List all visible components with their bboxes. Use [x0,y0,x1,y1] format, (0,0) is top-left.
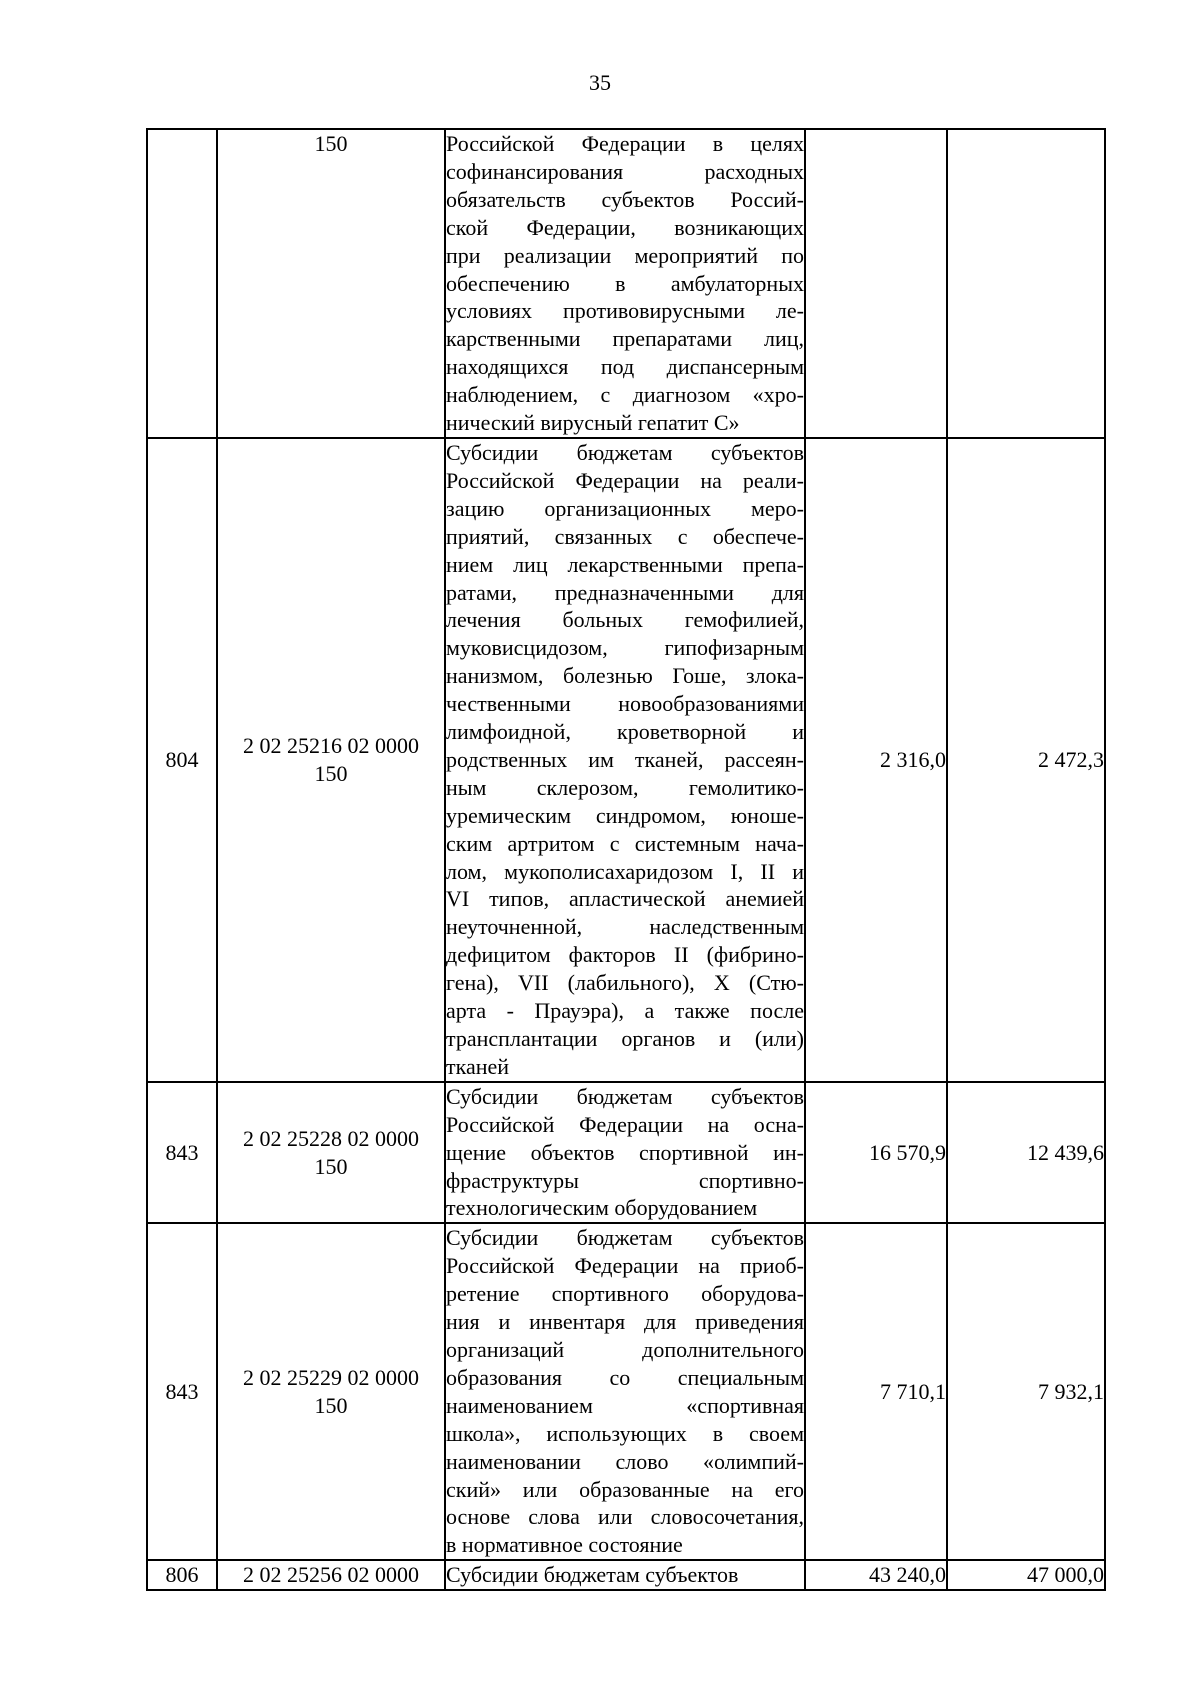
description-line: обеспечению в амбулаторных [446,270,804,296]
page-number: 35 [589,70,611,95]
description-line: приятий, связанных с обеспече- [446,523,804,549]
description-line: ратами, предназначенными для [446,579,804,605]
description-line: ретение спортивного оборудова- [446,1281,804,1307]
code-line: 150 [314,760,348,786]
description-line: нанизмом, болезнью Гоше, злока- [446,663,804,689]
description-line: Российской Федерации на приоб- [446,1253,804,1279]
description-line: ским артритом с системным нача- [446,830,804,856]
description-line: Субсидии бюджетам субъектов [446,439,804,465]
description-line: ский» или образованные на его [446,1476,804,1502]
admin-code-cell: 804 [147,438,217,1082]
description-line: Российской Федерации в целях [446,131,804,156]
budget-classification-code-cell [217,1082,445,1224]
description-line: образования со специальным [446,1364,804,1390]
description-line: VI типов, апластической анемией [446,886,804,912]
description-line: ской Федерации, возникающих [446,214,804,240]
code-line: 150 [314,1392,348,1418]
table-row [147,1560,1105,1590]
description-line: чественными новообразованиями [446,691,804,717]
description-line: в нормативное состояние [446,1532,683,1558]
description-line: Российской Федерации на осна- [446,1111,804,1137]
table-row [147,1223,1105,1560]
description-line: лом, мукополисахаридозом I, II и [446,858,804,884]
code-line: 2 02 25229 02 0000 [243,1364,419,1390]
description-line: дефицитом факторов II (фибрино- [446,942,804,968]
admin-code-cell [147,129,217,438]
description-line: Субсидии бюджетам субъектов [446,1083,804,1109]
admin-code-cell: 843 [147,1082,217,1224]
budget-classification-code-cell [217,438,445,1082]
code-line: 2 02 25216 02 0000 [243,732,419,758]
budget-classification-code-cell [217,129,445,438]
code-line: 150 [314,131,348,156]
table-row [147,1082,1105,1224]
description-line: лечения больных гемофилией, [446,607,804,633]
description-line: ным склерозом, гемолитико- [446,774,804,800]
description-line: неуточненной, наследственным [446,914,804,940]
description-line: условиях противовирусными ле- [446,298,804,324]
table-row [147,438,1105,1082]
budget-classification-code-cell [217,1223,445,1560]
description-line: карственными препаратами лиц, [446,326,804,352]
code-line: 150 [314,1153,348,1179]
amount-year-2-cell: 2 472,3 [947,438,1105,1082]
description-line: арта - Прауэра), а также после [446,998,804,1024]
amount-year-1-cell: 7 710,1 [805,1223,947,1560]
income-description-cell [445,1560,805,1590]
description-line: ния и инвентаря для приведения [446,1309,804,1335]
budget-classification-code-cell [217,1560,445,1590]
description-line: организаций дополнительного [446,1336,804,1362]
description-line: Субсидии бюджетам субъектов [446,1562,739,1588]
description-line: муковисцидозом, гипофизарным [446,635,804,661]
amount-year-2-cell [947,129,1105,438]
description-line: тканей [446,1053,510,1079]
description-line: софинансирования расходных [446,158,804,184]
income-description-cell [445,129,805,438]
description-line: находящихся под диспансерным [446,354,804,380]
description-line: наименованием «спортивная [446,1392,804,1418]
description-line: обязательств субъектов Россий- [446,186,804,212]
description-line: основе слова или словосочетания, [446,1504,804,1530]
table-row [147,129,1105,438]
description-line: нием лиц лекарственными препа- [446,551,804,577]
description-line: родственных им тканей, рассеян- [446,746,804,772]
amount-year-2-cell: 47 000,0 [947,1560,1105,1590]
description-line: гена), VII (лабильного), X (Стю- [446,970,804,996]
table-body [147,129,1105,1590]
code-line: 2 02 25228 02 0000 [243,1125,419,1151]
description-line: технологическим оборудованием [446,1195,758,1221]
description-line: уремическим синдромом, юноше- [446,802,804,828]
description-line: при реализации мероприятий по [446,242,804,268]
amount-year-1-cell: 43 240,0 [805,1560,947,1590]
amount-year-1-cell: 16 570,9 [805,1082,947,1224]
description-line: Российской Федерации на реали- [446,467,804,493]
amount-year-2-cell: 7 932,1 [947,1223,1105,1560]
description-line: нический вирусный гепатит С» [446,410,740,436]
admin-code-cell: 806 [147,1560,217,1590]
description-line: лимфоидной, кроветворной и [446,719,804,745]
description-line: наименовании слово «олимпий- [446,1448,804,1474]
description-line: щение объектов спортивной ин- [446,1139,804,1165]
description-line: школа», использующих в своем [446,1420,804,1446]
admin-code-cell: 843 [147,1223,217,1560]
description-line: зацию организационных меро- [446,495,804,521]
description-line: фраструктуры спортивно- [446,1167,804,1193]
budget-table [146,128,1106,1591]
description-line: Субсидии бюджетам субъектов [446,1225,804,1251]
amount-year-1-cell [805,129,947,438]
income-description-cell [445,1223,805,1560]
income-description-cell [445,438,805,1082]
amount-year-2-cell: 12 439,6 [947,1082,1105,1224]
amount-year-1-cell: 2 316,0 [805,438,947,1082]
description-line: трансплантации органов и (или) [446,1026,804,1051]
code-line: 2 02 25256 02 0000 [243,1562,419,1588]
income-description-cell [445,1082,805,1224]
description-line: наблюдением, с диагнозом «хро- [446,382,804,408]
